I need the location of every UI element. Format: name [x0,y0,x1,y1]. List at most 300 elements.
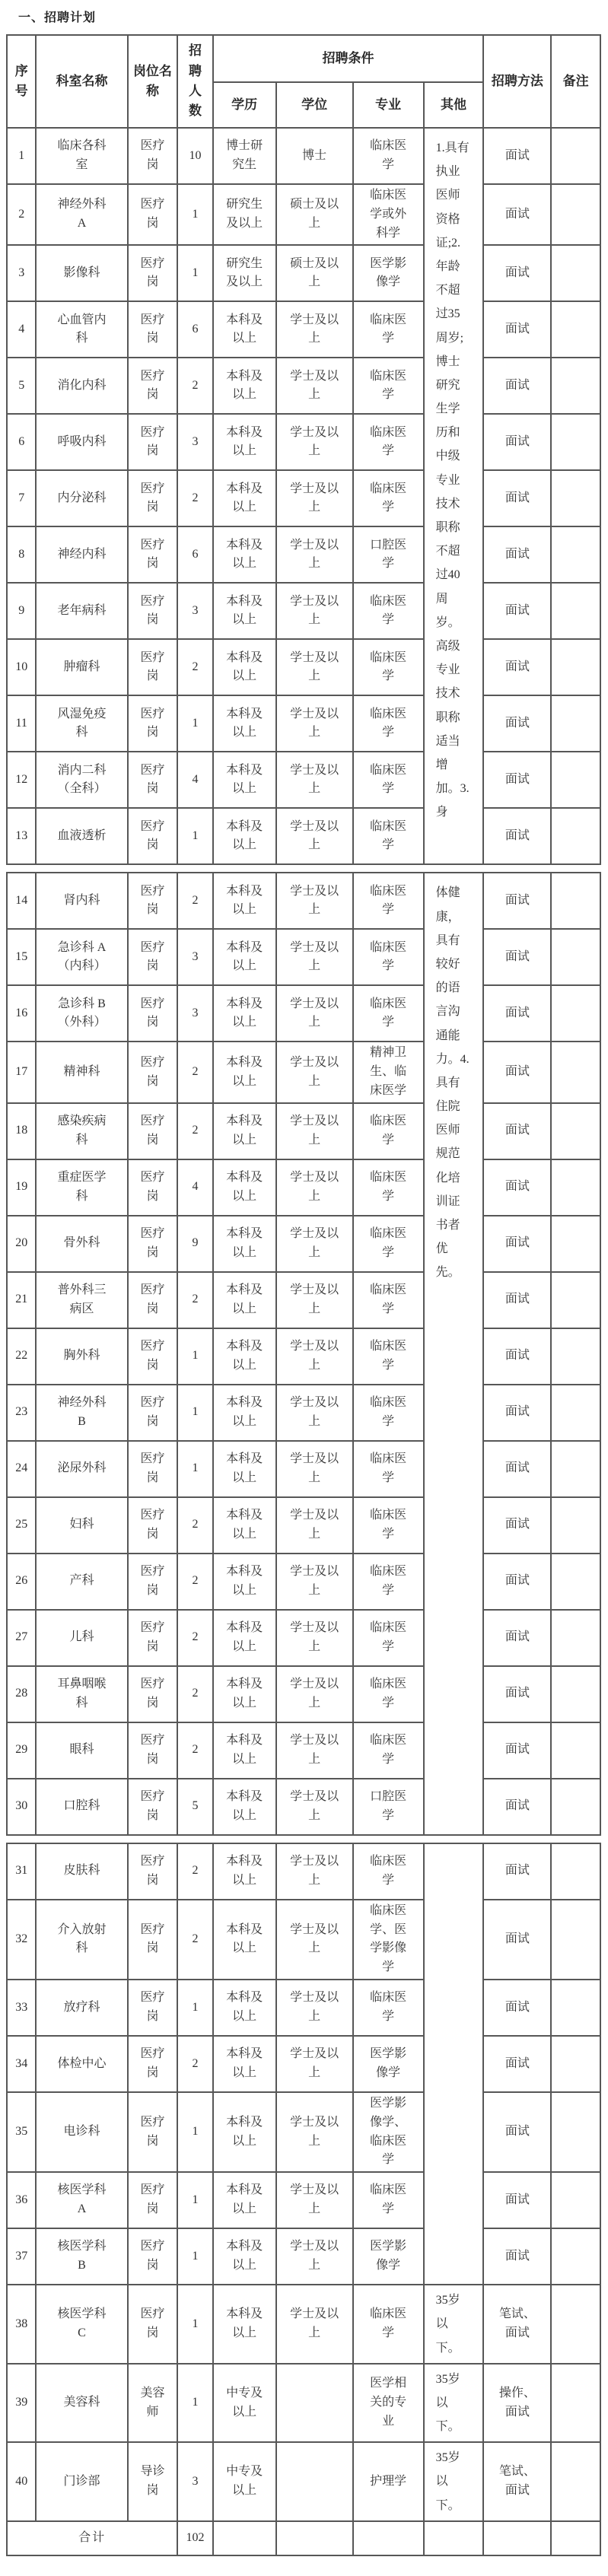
cell-degree: 学士及以上 [276,1042,353,1102]
cell-count: 2 [177,1900,212,1980]
cell-note [551,1159,600,1216]
cell-post: 医疗岗 [128,245,178,301]
cell-method: 面试 [483,1779,551,1835]
col-header-conditions: 招聘条件 [213,35,484,82]
cell-post: 医疗岗 [128,301,178,358]
cell-note [551,1666,600,1722]
cell-edu: 本科及以上 [213,2228,276,2285]
cell-edu: 本科及以上 [213,1779,276,1835]
cell-post: 医疗岗 [128,639,178,695]
cell-post: 医疗岗 [128,929,178,985]
cell-method: 面试 [483,1385,551,1441]
cell-edu: 本科及以上 [213,2285,276,2364]
cell-count: 2 [177,470,212,526]
cell-count: 2 [177,1843,212,1900]
cell-edu: 研究生及以上 [213,184,276,245]
cell-no: 14 [7,873,36,929]
cell-major: 临床医学 [353,1980,424,2036]
cell-degree: 学士及以上 [276,470,353,526]
cell-other: 1.具有执业医师资格证;2.年龄不超过35周岁;博士研究生学历和中级专业技术职称不超过40周岁。高级专业技术职称适当增加。3.身 [424,128,484,864]
cell-dept: 精神科 [36,1042,127,1102]
cell-degree: 学士及以上 [276,1328,353,1385]
cell-degree: 学士及以上 [276,414,353,470]
cell-method: 面试 [483,1328,551,1385]
cell-dept: 老年病科 [36,583,127,639]
total-row [7,2521,600,2555]
cell-edu: 本科及以上 [213,1385,276,1441]
cell-dept: 核医学科 B [36,2228,127,2285]
table-body-page-1 [7,128,600,864]
cell-degree: 学士及以上 [276,873,353,929]
table-row [7,358,600,414]
col-header-no: 序号 [7,35,36,128]
cell-no: 6 [7,414,36,470]
cell-method: 面试 [483,1610,551,1666]
cell-degree: 学士及以上 [276,1843,353,1900]
cell-major: 医学影像学 [353,245,424,301]
cell-note [551,184,600,245]
cell-count: 3 [177,583,212,639]
cell-dept: 急诊科 B（外科） [36,985,127,1042]
cell-method: 面试 [483,526,551,583]
cell-count: 3 [177,414,212,470]
cell-dept: 血液透析 [36,808,127,864]
cell-dept: 美容科 [36,2364,127,2443]
cell-post: 医疗岗 [128,1216,178,1272]
cell-edu: 本科及以上 [213,301,276,358]
cell-edu: 本科及以上 [213,1441,276,1497]
cell-method: 面试 [483,470,551,526]
table-row [7,985,600,1042]
cell-edu: 本科及以上 [213,1666,276,1722]
cell-post: 医疗岗 [128,1272,178,1328]
cell-method: 面试 [483,1441,551,1497]
col-header-note: 备注 [551,35,600,128]
cell-dept: 肾内科 [36,873,127,929]
cell-dept: 神经外科 A [36,184,127,245]
table-row [7,808,600,864]
cell-note [551,1900,600,1980]
cell-degree: 学士及以上 [276,1666,353,1722]
cell-degree: 学士及以上 [276,1497,353,1554]
cell-degree: 学士及以上 [276,985,353,1042]
cell-post: 美容师 [128,2364,178,2443]
cell-post: 医疗岗 [128,470,178,526]
cell-note [551,808,600,864]
cell-count: 3 [177,985,212,1042]
cell-count: 1 [177,2285,212,2364]
cell-note [551,985,600,1042]
cell-edu: 本科及以上 [213,752,276,808]
cell-dept: 口腔科 [36,1779,127,1835]
cell-major: 临床医学 [353,128,424,184]
cell-no: 36 [7,2172,36,2228]
cell-dept: 心血管内科 [36,301,127,358]
cell-method: 面试 [483,1159,551,1216]
cell-edu: 本科及以上 [213,1216,276,1272]
cell-method: 面试 [483,873,551,929]
cell-degree: 学士及以上 [276,752,353,808]
cell-method: 面试 [483,1554,551,1610]
cell-note [551,1497,600,1554]
cell-no: 24 [7,1441,36,1497]
cell-major: 临床医学 [353,752,424,808]
cell-post: 医疗岗 [128,1666,178,1722]
cell-no: 26 [7,1554,36,1610]
cell-edu: 本科及以上 [213,1554,276,1610]
cell-major: 临床医学 [353,301,424,358]
table-row [7,752,600,808]
cell-count: 2 [177,358,212,414]
cell-method: 面试 [483,2228,551,2285]
cell-no: 19 [7,1159,36,1216]
cell-major: 临床医学 [353,2285,424,2364]
cell-method: 面试 [483,639,551,695]
cell-no: 7 [7,470,36,526]
cell-post: 医疗岗 [128,873,178,929]
cell-edu: 本科及以上 [213,1103,276,1159]
cell-major: 临床医学 [353,873,424,929]
cell-major: 临床医学 [353,2172,424,2228]
cell-no: 34 [7,2036,36,2092]
cell-dept: 普外科三病区 [36,1272,127,1328]
cell-method: 笔试、面试 [483,2442,551,2521]
cell-no: 4 [7,301,36,358]
cell-dept: 呼吸内科 [36,414,127,470]
cell-edu: 本科及以上 [213,1159,276,1216]
cell-post: 医疗岗 [128,2036,178,2092]
cell-major: 临床医学或外科学 [353,184,424,245]
cell-other [424,1843,484,2285]
table-row [7,1722,600,1779]
table-row [7,2364,600,2443]
cell-count: 2 [177,1042,212,1102]
cell-method: 面试 [483,1722,551,1779]
cell-count: 2 [177,1497,212,1554]
cell-degree: 学士及以上 [276,1272,353,1328]
cell-major: 临床医学 [353,1843,424,1900]
cell-no: 9 [7,583,36,639]
cell-count: 2 [177,1103,212,1159]
table-row [7,1610,600,1666]
cell-note [551,1216,600,1272]
cell-degree: 学士及以上 [276,2228,353,2285]
table-row [7,583,600,639]
table-body-page-3 [7,1843,600,2555]
cell-degree: 博士 [276,128,353,184]
cell-degree: 硕士及以上 [276,184,353,245]
cell-post: 医疗岗 [128,752,178,808]
recruitment-table-page-3 [6,1843,601,2556]
cell-post: 医疗岗 [128,2172,178,2228]
cell-count: 2 [177,1272,212,1328]
cell-note [551,1441,600,1497]
cell-post: 医疗岗 [128,1385,178,1441]
table-row [7,470,600,526]
cell-edu: 本科及以上 [213,2172,276,2228]
cell-method: 面试 [483,929,551,985]
cell-method: 操作、面试 [483,2364,551,2443]
cell-edu: 本科及以上 [213,1980,276,2036]
cell-edu: 本科及以上 [213,873,276,929]
table-row [7,695,600,752]
cell-count: 5 [177,1779,212,1835]
cell-note [551,414,600,470]
cell-dept: 儿科 [36,1610,127,1666]
cell-dept: 消内二科（全科） [36,752,127,808]
cell-method: 面试 [483,1666,551,1722]
cell-major: 临床医学 [353,470,424,526]
cell-post: 医疗岗 [128,1441,178,1497]
cell-dept: 肿瘤科 [36,639,127,695]
cell-post: 医疗岗 [128,1497,178,1554]
cell-major: 临床医学 [353,1441,424,1497]
cell-edu: 本科及以上 [213,929,276,985]
cell-degree: 学士及以上 [276,1159,353,1216]
cell-no: 5 [7,358,36,414]
table-row [7,1103,600,1159]
cell-degree: 学士及以上 [276,695,353,752]
cell-degree: 学士及以上 [276,2172,353,2228]
cell-post: 导诊岗 [128,2442,178,2521]
cell-no: 39 [7,2364,36,2443]
cell-no: 15 [7,929,36,985]
cell-major: 口腔医学 [353,1779,424,1835]
cell-note [551,2036,600,2092]
cell-note [551,1722,600,1779]
cell-other: 35岁以下。 [424,2285,484,2364]
cell-degree: 学士及以上 [276,1900,353,1980]
cell-count: 10 [177,128,212,184]
cell-note [551,301,600,358]
cell-method: 笔试、面试 [483,2285,551,2364]
cell-no: 37 [7,2228,36,2285]
table-row [7,1216,600,1272]
cell-post: 医疗岗 [128,1779,178,1835]
table-row [7,301,600,358]
cell-edu: 本科及以上 [213,1610,276,1666]
cell-post: 医疗岗 [128,1722,178,1779]
cell-dept: 核医学科 C [36,2285,127,2364]
cell-post: 医疗岗 [128,985,178,1042]
cell-no: 3 [7,245,36,301]
col-header-major: 专业 [353,82,424,128]
cell-degree: 学士及以上 [276,1610,353,1666]
cell-no: 13 [7,808,36,864]
col-header-other: 其他 [424,82,484,128]
cell-post: 医疗岗 [128,1042,178,1102]
table-row [7,1980,600,2036]
page-title: 一、招聘计划 [18,11,97,24]
cell-edu: 本科及以上 [213,1497,276,1554]
cell-post: 医疗岗 [128,1554,178,1610]
cell-dept: 电诊科 [36,2092,127,2172]
cell-no: 38 [7,2285,36,2364]
cell-count: 1 [177,2092,212,2172]
cell-post: 医疗岗 [128,128,178,184]
table-row [7,1441,600,1497]
table-row [7,128,600,184]
cell-dept: 急诊科 A（内科） [36,929,127,985]
cell-count: 2 [177,1610,212,1666]
table-row [7,873,600,929]
cell-note [551,1610,600,1666]
cell-major: 临床医学 [353,1103,424,1159]
cell-count: 1 [177,245,212,301]
cell-edu: 本科及以上 [213,1272,276,1328]
cell-method: 面试 [483,1216,551,1272]
cell-edu: 本科及以上 [213,1328,276,1385]
cell-major: 医学影像学、临床医学 [353,2092,424,2172]
cell-edu: 研究生及以上 [213,245,276,301]
table-row [7,2036,600,2092]
table-row [7,2442,600,2521]
cell-edu: 博士研究生 [213,128,276,184]
cell-method: 面试 [483,1980,551,2036]
cell-degree: 学士及以上 [276,1554,353,1610]
cell-other: 35岁以下。 [424,2442,484,2521]
cell-degree: 硕士及以上 [276,245,353,301]
cell-no: 2 [7,184,36,245]
cell-method: 面试 [483,1042,551,1102]
cell-major: 临床医学 [353,639,424,695]
cell-method: 面试 [483,752,551,808]
cell-major: 精神卫生、临床医学 [353,1042,424,1102]
table-body-page-2 [7,873,600,1834]
cell-no: 28 [7,1666,36,1722]
cell-major: 临床医学 [353,695,424,752]
cell-no: 20 [7,1216,36,1272]
cell-major: 临床医学 [353,1610,424,1666]
cell-dept: 门诊部 [36,2442,127,2521]
cell-count: 4 [177,752,212,808]
table-row [7,1900,600,1980]
cell-count: 2 [177,1554,212,1610]
cell-degree: 学士及以上 [276,808,353,864]
cell-count: 3 [177,2442,212,2521]
cell-note [551,752,600,808]
cell-dept: 临床各科室 [36,128,127,184]
cell-dept: 神经外科 B [36,1385,127,1441]
cell-major: 临床医学 [353,1328,424,1385]
cell-method: 面试 [483,301,551,358]
cell-method: 面试 [483,1497,551,1554]
cell-note [551,639,600,695]
cell-post: 医疗岗 [128,184,178,245]
cell-dept: 介入放射科 [36,1900,127,1980]
cell-no: 18 [7,1103,36,1159]
cell-count: 2 [177,2036,212,2092]
cell-dept: 产科 [36,1554,127,1610]
cell-post: 医疗岗 [128,526,178,583]
cell-edu: 本科及以上 [213,526,276,583]
total-empty-cell [424,2521,484,2555]
cell-note [551,2442,600,2521]
col-header-dept: 科室名称 [36,35,127,128]
cell-post: 医疗岗 [128,414,178,470]
table-row [7,2228,600,2285]
cell-note [551,470,600,526]
cell-no: 31 [7,1843,36,1900]
table-row [7,1385,600,1441]
total-label: 合计 [7,2521,177,2555]
cell-no: 40 [7,2442,36,2521]
cell-no: 8 [7,526,36,583]
cell-count: 1 [177,2364,212,2443]
cell-count: 1 [177,2172,212,2228]
table-row [7,1843,600,1900]
cell-major: 临床医学 [353,808,424,864]
cell-dept: 妇科 [36,1497,127,1554]
cell-note [551,1980,600,2036]
cell-major: 临床医学 [353,1722,424,1779]
cell-degree [276,2364,353,2443]
cell-degree: 学士及以上 [276,1441,353,1497]
col-header-degree: 学位 [276,82,353,128]
cell-count: 1 [177,1385,212,1441]
cell-post: 医疗岗 [128,2228,178,2285]
cell-edu: 本科及以上 [213,1900,276,1980]
cell-post: 医疗岗 [128,1610,178,1666]
cell-method: 面试 [483,1272,551,1328]
cell-dept: 耳鼻咽喉科 [36,1666,127,1722]
cell-degree [276,2442,353,2521]
cell-note [551,1103,600,1159]
cell-note [551,929,600,985]
cell-note [551,1554,600,1610]
table-row [7,1272,600,1328]
table-row [7,1042,600,1102]
cell-method: 面试 [483,1843,551,1900]
cell-note [551,1272,600,1328]
cell-no: 12 [7,752,36,808]
cell-count: 6 [177,526,212,583]
cell-dept: 感染疾病科 [36,1103,127,1159]
cell-method: 面试 [483,1900,551,1980]
cell-post: 医疗岗 [128,1159,178,1216]
cell-major: 临床医学 [353,414,424,470]
table-row [7,526,600,583]
cell-edu: 本科及以上 [213,2036,276,2092]
cell-dept: 皮肤科 [36,1843,127,1900]
cell-major: 医学影像学 [353,2228,424,2285]
cell-post: 医疗岗 [128,2285,178,2364]
cell-count: 2 [177,639,212,695]
total-empty-cell [276,2521,353,2555]
cell-no: 27 [7,1610,36,1666]
cell-dept: 胸外科 [36,1328,127,1385]
cell-note [551,1328,600,1385]
cell-count: 2 [177,1666,212,1722]
cell-post: 医疗岗 [128,1328,178,1385]
cell-no: 35 [7,2092,36,2172]
cell-degree: 学士及以上 [276,929,353,985]
cell-degree: 学士及以上 [276,583,353,639]
cell-major: 临床医学 [353,1272,424,1328]
cell-no: 21 [7,1272,36,1328]
cell-note [551,2285,600,2364]
cell-edu: 本科及以上 [213,1722,276,1779]
cell-note [551,2364,600,2443]
cell-dept: 核医学科 A [36,2172,127,2228]
cell-post: 医疗岗 [128,358,178,414]
cell-count: 9 [177,1216,212,1272]
cell-note [551,2172,600,2228]
cell-major: 临床医学 [353,583,424,639]
cell-note [551,1385,600,1441]
cell-edu: 本科及以上 [213,2092,276,2172]
cell-count: 1 [177,808,212,864]
